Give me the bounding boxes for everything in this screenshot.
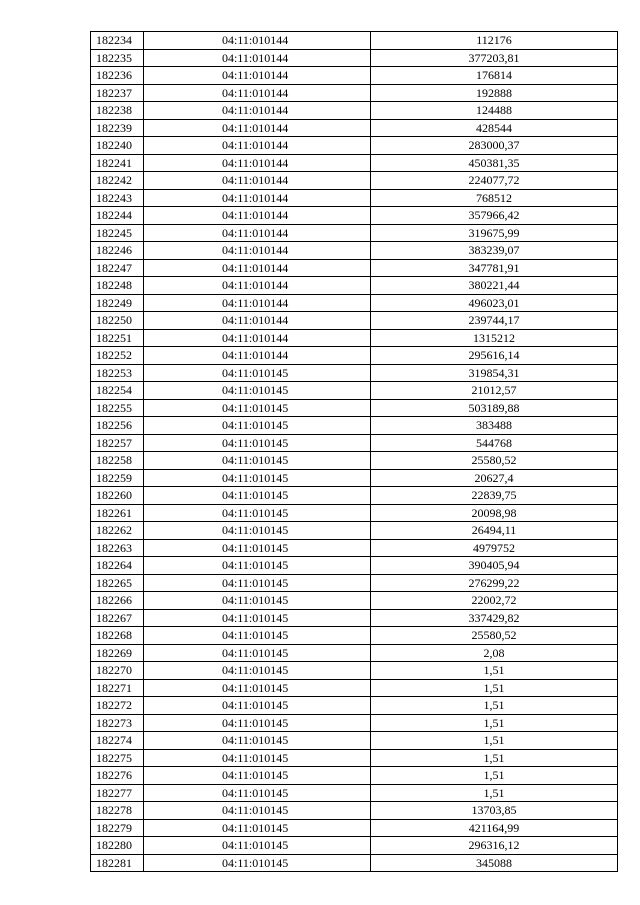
row-id-cell: 182273 bbox=[91, 714, 144, 732]
cadastral-code-cell: 04:11:010145 bbox=[144, 749, 371, 767]
table-row bbox=[91, 627, 618, 645]
table-row bbox=[91, 714, 618, 732]
table-row bbox=[91, 312, 618, 330]
value-cell: 347781,91 bbox=[371, 259, 618, 277]
cadastral-code-cell: 04:11:010144 bbox=[144, 67, 371, 85]
row-id-cell: 182234 bbox=[91, 32, 144, 50]
table-row bbox=[91, 539, 618, 557]
row-id-cell: 182237 bbox=[91, 84, 144, 102]
value-cell: 283000,37 bbox=[371, 137, 618, 155]
row-id-cell: 182278 bbox=[91, 802, 144, 820]
table-row bbox=[91, 749, 618, 767]
table-row bbox=[91, 837, 618, 855]
cadastral-code-cell: 04:11:010145 bbox=[144, 539, 371, 557]
row-id-cell: 182254 bbox=[91, 382, 144, 400]
table-row bbox=[91, 154, 618, 172]
row-id-cell: 182239 bbox=[91, 119, 144, 137]
row-id-cell: 182243 bbox=[91, 189, 144, 207]
row-id-cell: 182266 bbox=[91, 592, 144, 610]
value-cell: 428544 bbox=[371, 119, 618, 137]
cadastral-code-cell: 04:11:010144 bbox=[144, 329, 371, 347]
value-cell: 176814 bbox=[371, 67, 618, 85]
row-id-cell: 182265 bbox=[91, 574, 144, 592]
row-id-cell: 182236 bbox=[91, 67, 144, 85]
row-id-cell: 182238 bbox=[91, 102, 144, 120]
row-id-cell: 182247 bbox=[91, 259, 144, 277]
table-row bbox=[91, 277, 618, 295]
cadastral-code-cell: 04:11:010145 bbox=[144, 767, 371, 785]
row-id-cell: 182279 bbox=[91, 819, 144, 837]
table-row bbox=[91, 382, 618, 400]
table-row bbox=[91, 609, 618, 627]
row-id-cell: 182250 bbox=[91, 312, 144, 330]
cadastral-code-cell: 04:11:010144 bbox=[144, 312, 371, 330]
data-table bbox=[90, 31, 618, 872]
table-row bbox=[91, 207, 618, 225]
table-row bbox=[91, 364, 618, 382]
value-cell: 13703,85 bbox=[371, 802, 618, 820]
value-cell: 22839,75 bbox=[371, 487, 618, 505]
table-row bbox=[91, 399, 618, 417]
value-cell: 337429,82 bbox=[371, 609, 618, 627]
row-id-cell: 182277 bbox=[91, 784, 144, 802]
value-cell: 380221,44 bbox=[371, 277, 618, 295]
value-cell: 383239,07 bbox=[371, 242, 618, 260]
row-id-cell: 182240 bbox=[91, 137, 144, 155]
table-row bbox=[91, 767, 618, 785]
cadastral-code-cell: 04:11:010145 bbox=[144, 487, 371, 505]
table-row bbox=[91, 504, 618, 522]
row-id-cell: 182269 bbox=[91, 644, 144, 662]
value-cell: 21012,57 bbox=[371, 382, 618, 400]
cadastral-code-cell: 04:11:010144 bbox=[144, 347, 371, 365]
table-row bbox=[91, 137, 618, 155]
cadastral-code-cell: 04:11:010145 bbox=[144, 417, 371, 435]
table-row bbox=[91, 697, 618, 715]
table-row bbox=[91, 172, 618, 190]
row-id-cell: 182262 bbox=[91, 522, 144, 540]
table-row bbox=[91, 259, 618, 277]
cadastral-code-cell: 04:11:010144 bbox=[144, 102, 371, 120]
cadastral-code-cell: 04:11:010144 bbox=[144, 207, 371, 225]
table-row bbox=[91, 469, 618, 487]
table-row bbox=[91, 679, 618, 697]
value-cell: 450381,35 bbox=[371, 154, 618, 172]
table-row bbox=[91, 329, 618, 347]
value-cell: 496023,01 bbox=[371, 294, 618, 312]
row-id-cell: 182253 bbox=[91, 364, 144, 382]
cadastral-code-cell: 04:11:010145 bbox=[144, 854, 371, 872]
table-row bbox=[91, 434, 618, 452]
value-cell: 20627,4 bbox=[371, 469, 618, 487]
cadastral-code-cell: 04:11:010145 bbox=[144, 784, 371, 802]
row-id-cell: 182270 bbox=[91, 662, 144, 680]
value-cell: 239744,17 bbox=[371, 312, 618, 330]
value-cell: 112176 bbox=[371, 32, 618, 50]
table-row bbox=[91, 347, 618, 365]
cadastral-code-cell: 04:11:010144 bbox=[144, 242, 371, 260]
value-cell: 383488 bbox=[371, 417, 618, 435]
row-id-cell: 182249 bbox=[91, 294, 144, 312]
value-cell: 224077,72 bbox=[371, 172, 618, 190]
cadastral-code-cell: 04:11:010145 bbox=[144, 837, 371, 855]
row-id-cell: 182256 bbox=[91, 417, 144, 435]
table-row bbox=[91, 592, 618, 610]
table-row bbox=[91, 644, 618, 662]
row-id-cell: 182257 bbox=[91, 434, 144, 452]
value-cell: 319675,99 bbox=[371, 224, 618, 242]
value-cell: 295616,14 bbox=[371, 347, 618, 365]
table-row bbox=[91, 224, 618, 242]
cadastral-code-cell: 04:11:010145 bbox=[144, 382, 371, 400]
table-row bbox=[91, 67, 618, 85]
cadastral-code-cell: 04:11:010145 bbox=[144, 399, 371, 417]
value-cell: 26494,11 bbox=[371, 522, 618, 540]
cadastral-code-cell: 04:11:010144 bbox=[144, 189, 371, 207]
row-id-cell: 182260 bbox=[91, 487, 144, 505]
value-cell: 357966,42 bbox=[371, 207, 618, 225]
table-row bbox=[91, 452, 618, 470]
cadastral-code-cell: 04:11:010144 bbox=[144, 32, 371, 50]
row-id-cell: 182267 bbox=[91, 609, 144, 627]
cadastral-code-cell: 04:11:010145 bbox=[144, 644, 371, 662]
row-id-cell: 182259 bbox=[91, 469, 144, 487]
cadastral-code-cell: 04:11:010145 bbox=[144, 574, 371, 592]
cadastral-code-cell: 04:11:010144 bbox=[144, 84, 371, 102]
value-cell: 768512 bbox=[371, 189, 618, 207]
row-id-cell: 182252 bbox=[91, 347, 144, 365]
table-row bbox=[91, 119, 618, 137]
table-row bbox=[91, 784, 618, 802]
cadastral-code-cell: 04:11:010145 bbox=[144, 819, 371, 837]
table-row bbox=[91, 189, 618, 207]
cadastral-code-cell: 04:11:010145 bbox=[144, 504, 371, 522]
row-id-cell: 182258 bbox=[91, 452, 144, 470]
cadastral-code-cell: 04:11:010145 bbox=[144, 469, 371, 487]
row-id-cell: 182251 bbox=[91, 329, 144, 347]
value-cell: 390405,94 bbox=[371, 557, 618, 575]
cadastral-code-cell: 04:11:010145 bbox=[144, 697, 371, 715]
cadastral-code-cell: 04:11:010145 bbox=[144, 679, 371, 697]
value-cell: 377203,81 bbox=[371, 49, 618, 67]
cadastral-code-cell: 04:11:010144 bbox=[144, 137, 371, 155]
cadastral-code-cell: 04:11:010145 bbox=[144, 522, 371, 540]
cadastral-code-cell: 04:11:010145 bbox=[144, 732, 371, 750]
table-row bbox=[91, 242, 618, 260]
table-row bbox=[91, 102, 618, 120]
cadastral-code-cell: 04:11:010144 bbox=[144, 172, 371, 190]
table-row bbox=[91, 732, 618, 750]
table-row bbox=[91, 84, 618, 102]
value-cell: 296316,12 bbox=[371, 837, 618, 855]
cadastral-code-cell: 04:11:010145 bbox=[144, 434, 371, 452]
value-cell: 1,51 bbox=[371, 749, 618, 767]
cadastral-code-cell: 04:11:010145 bbox=[144, 627, 371, 645]
cadastral-code-cell: 04:11:010144 bbox=[144, 277, 371, 295]
table-row bbox=[91, 294, 618, 312]
cadastral-code-cell: 04:11:010144 bbox=[144, 49, 371, 67]
cadastral-code-cell: 04:11:010144 bbox=[144, 119, 371, 137]
cadastral-code-cell: 04:11:010145 bbox=[144, 662, 371, 680]
cadastral-code-cell: 04:11:010144 bbox=[144, 294, 371, 312]
cadastral-code-cell: 04:11:010144 bbox=[144, 224, 371, 242]
cadastral-code-cell: 04:11:010145 bbox=[144, 714, 371, 732]
value-cell: 192888 bbox=[371, 84, 618, 102]
row-id-cell: 182261 bbox=[91, 504, 144, 522]
value-cell: 1,51 bbox=[371, 679, 618, 697]
value-cell: 4979752 bbox=[371, 539, 618, 557]
value-cell: 1,51 bbox=[371, 784, 618, 802]
table-row bbox=[91, 819, 618, 837]
value-cell: 2,08 bbox=[371, 644, 618, 662]
row-id-cell: 182244 bbox=[91, 207, 144, 225]
table-row bbox=[91, 417, 618, 435]
row-id-cell: 182271 bbox=[91, 679, 144, 697]
value-cell: 25580,52 bbox=[371, 452, 618, 470]
row-id-cell: 182274 bbox=[91, 732, 144, 750]
row-id-cell: 182276 bbox=[91, 767, 144, 785]
row-id-cell: 182242 bbox=[91, 172, 144, 190]
row-id-cell: 182275 bbox=[91, 749, 144, 767]
row-id-cell: 182264 bbox=[91, 557, 144, 575]
row-id-cell: 182245 bbox=[91, 224, 144, 242]
value-cell: 1,51 bbox=[371, 662, 618, 680]
value-cell: 22002,72 bbox=[371, 592, 618, 610]
value-cell: 20098,98 bbox=[371, 504, 618, 522]
row-id-cell: 182280 bbox=[91, 837, 144, 855]
value-cell: 544768 bbox=[371, 434, 618, 452]
value-cell: 1,51 bbox=[371, 697, 618, 715]
cadastral-code-cell: 04:11:010145 bbox=[144, 452, 371, 470]
cadastral-code-cell: 04:11:010145 bbox=[144, 557, 371, 575]
row-id-cell: 182272 bbox=[91, 697, 144, 715]
value-cell: 1,51 bbox=[371, 732, 618, 750]
cadastral-code-cell: 04:11:010145 bbox=[144, 609, 371, 627]
cadastral-code-cell: 04:11:010145 bbox=[144, 364, 371, 382]
table-row bbox=[91, 662, 618, 680]
table-row bbox=[91, 522, 618, 540]
value-cell: 25580,52 bbox=[371, 627, 618, 645]
value-cell: 345088 bbox=[371, 854, 618, 872]
row-id-cell: 182241 bbox=[91, 154, 144, 172]
row-id-cell: 182281 bbox=[91, 854, 144, 872]
table-row bbox=[91, 49, 618, 67]
table-row bbox=[91, 574, 618, 592]
cadastral-code-cell: 04:11:010145 bbox=[144, 802, 371, 820]
row-id-cell: 182268 bbox=[91, 627, 144, 645]
table-row bbox=[91, 802, 618, 820]
row-id-cell: 182235 bbox=[91, 49, 144, 67]
row-id-cell: 182263 bbox=[91, 539, 144, 557]
row-id-cell: 182248 bbox=[91, 277, 144, 295]
table-row bbox=[91, 487, 618, 505]
table-row bbox=[91, 854, 618, 872]
row-id-cell: 182255 bbox=[91, 399, 144, 417]
value-cell: 319854,31 bbox=[371, 364, 618, 382]
table-row bbox=[91, 557, 618, 575]
value-cell: 421164,99 bbox=[371, 819, 618, 837]
cadastral-code-cell: 04:11:010144 bbox=[144, 154, 371, 172]
value-cell: 124488 bbox=[371, 102, 618, 120]
value-cell: 1,51 bbox=[371, 714, 618, 732]
value-cell: 503189,88 bbox=[371, 399, 618, 417]
cadastral-code-cell: 04:11:010144 bbox=[144, 259, 371, 277]
row-id-cell: 182246 bbox=[91, 242, 144, 260]
table-row bbox=[91, 32, 618, 50]
value-cell: 1,51 bbox=[371, 767, 618, 785]
value-cell: 1315212 bbox=[371, 329, 618, 347]
cadastral-code-cell: 04:11:010145 bbox=[144, 592, 371, 610]
value-cell: 276299,22 bbox=[371, 574, 618, 592]
table-body bbox=[91, 32, 618, 872]
